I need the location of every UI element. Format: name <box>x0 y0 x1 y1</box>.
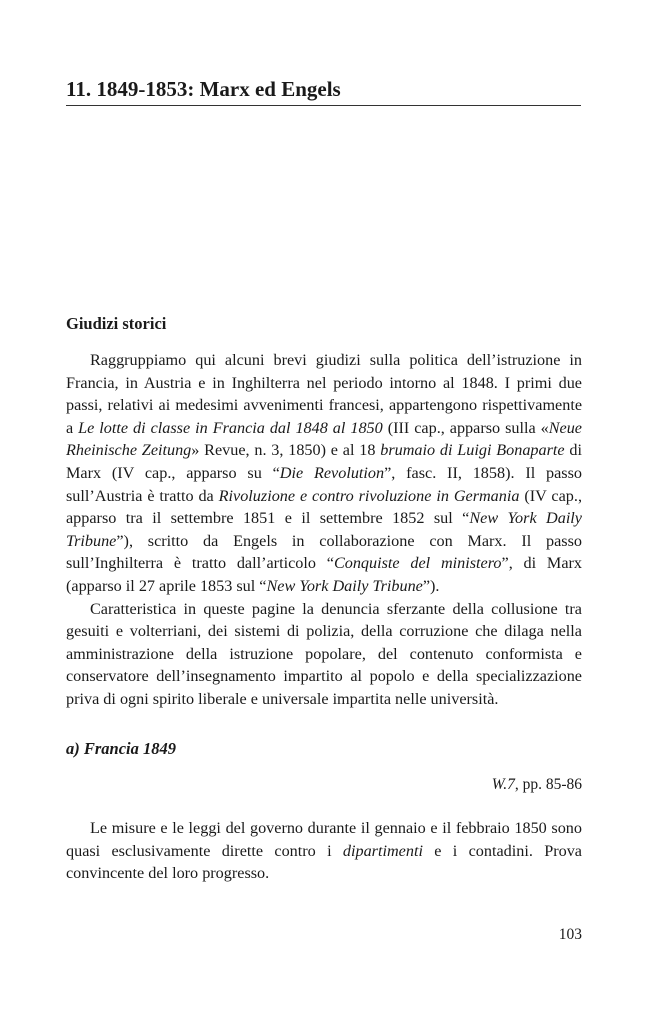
text-run: ”), scritto da Engels in collaborazione con Marx. Il passo sull’Inghilterra è tratto dall’articolo “ <box>66 531 582 573</box>
work-title-lotte-di-classe: Le lotte di classe in Francia dal 1848 al 1850 <box>78 418 383 437</box>
work-title-die-revolution: Die Revolution <box>279 463 385 482</box>
subsection-paragraph <box>66 817 582 885</box>
text-run: Raggruppiamo qui alcuni brevi giudizi sulla politica dell’istruzione in Francia, in Austria e in Inghilterra nel periodo intorno al 1848. I primi due passi, relativi ai medesimi avvenimenti francesi, appartengono rispettivamente a <box>66 351 582 437</box>
source-pages: , pp. 85-86 <box>514 776 582 793</box>
text-run: (IV cap., apparso tra il settembre 1851 e il settembre 1852 sul “ <box>66 486 582 528</box>
source-reference <box>492 774 582 796</box>
subsection-text <box>66 817 582 885</box>
text-run: ”, fasc. II, 1858). Il passo sull’Austria è tratto da <box>66 463 582 505</box>
work-title-brumaio: brumaio di Luigi Bonaparte <box>380 441 565 460</box>
text-run: ”, di Marx (apparso il 27 aprile 1853 sul “ <box>66 554 582 595</box>
emphasis-dipartimenti: dipartimenti <box>342 841 423 860</box>
work-title-new-york-daily-tribune: New York Daily Tribune <box>66 509 582 550</box>
work-title-new-york-daily-tribune: New York Daily Tribune <box>266 576 423 595</box>
text-run: (III cap., apparso sulla « <box>382 418 549 437</box>
text-run: di Marx (IV cap., apparso su “ <box>66 441 582 482</box>
intro-text <box>66 349 582 711</box>
section-heading: Giudizi storici <box>66 314 167 333</box>
work-title-rivoluzione: Rivoluzione e contro rivoluzione in Germania <box>218 486 520 505</box>
text-run: ”). <box>422 576 440 595</box>
text-run: e i contadini. Prova convincente del loro progresso. <box>66 841 582 883</box>
intro-paragraph-1 <box>66 349 582 598</box>
chapter-title: 11. 1849-1853: Marx ed Engels <box>66 76 581 106</box>
work-title-neue-rheinische-zeitung: Neue Rheinische Zeitung <box>66 418 582 460</box>
subsection-heading: a) Francia 1849 <box>66 739 177 758</box>
page-number: 103 <box>558 926 582 943</box>
work-title-conquiste-del-ministero: Conquiste del ministero <box>333 554 502 573</box>
intro-paragraph-2: Caratteristica in queste pagine la denuncia sferzante della collusione tra gesuiti e volterriani, dei sistemi di polizia, della corruzione che dilaga nella amministrazione della istruzione popolare, del contenuto conformista e conservatore dell’insegnamento impartito al popolo e della specializzazione priva di ogni spirito liberale e universale impartita nelle università. <box>66 599 582 708</box>
text-run: Le misure e le leggi del governo durante il gennaio e il febbraio 1850 sono quasi esclusivamente dirette contro i <box>66 819 582 860</box>
source-work: W.7 <box>491 776 515 793</box>
text-run: » Revue, n. 3, 1850) e al 18 <box>191 441 381 460</box>
